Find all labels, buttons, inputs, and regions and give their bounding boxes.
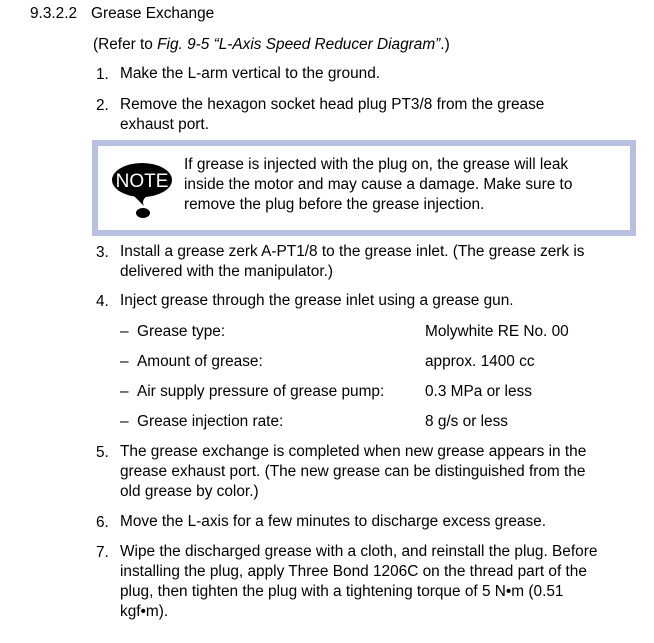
step-line: old grease by color.) — [120, 483, 259, 500]
step-line: installing the plug, apply Three Bond 1206C on the thread part of the — [120, 563, 587, 580]
step-line: Move the L-axis for a few minutes to discharge excess grease. — [120, 513, 547, 530]
step-line: kgf•m). — [120, 603, 169, 620]
section-title: Grease Exchange — [91, 5, 215, 22]
spec-value: approx. 1400 cc — [425, 353, 535, 370]
spec-value: 8 g/s or less — [425, 413, 508, 430]
note-icon-label: NOTE — [115, 171, 169, 192]
step-line: plug, then tighten the plug with a tightening torque of 5 N•m (0.51 — [120, 583, 564, 600]
step-number: 7. — [96, 544, 109, 561]
step-number: 2. — [96, 97, 109, 114]
reference-prefix: (Refer to — [93, 36, 158, 53]
step-text — [120, 542, 597, 622]
step-number: 4. — [96, 293, 109, 310]
step-line: The grease exchange is completed when new grease appears in the — [120, 443, 587, 460]
step-text — [120, 95, 544, 135]
step-number: 5. — [96, 444, 109, 461]
spec-dash: – — [120, 413, 129, 430]
step-line: Make the L-arm vertical to the ground. — [120, 65, 381, 82]
step-line: Remove the hexagon socket head plug PT3/8 from the grease — [120, 96, 545, 113]
step-text — [120, 442, 586, 502]
note-text — [184, 155, 624, 215]
reference-suffix: .) — [440, 36, 450, 53]
note-line: inside the motor and may cause a damage. Make sure to — [184, 176, 573, 193]
spec-dash: – — [120, 383, 129, 400]
step-number: 1. — [96, 66, 109, 83]
spec-value: 0.3 MPa or less — [425, 383, 532, 400]
spec-label: Amount of grease: — [137, 353, 263, 370]
step-text — [120, 242, 585, 282]
step-text — [120, 291, 514, 311]
note-line: remove the plug before the grease injection. — [184, 196, 485, 213]
reference-line — [93, 36, 450, 54]
spec-dash: – — [120, 323, 129, 340]
step-line: Install a grease zerk A-PT1/8 to the grease inlet. (The grease zerk is — [120, 243, 585, 260]
spec-dash: – — [120, 353, 129, 370]
note-box — [92, 140, 636, 236]
reference-figure: Fig. 9-5 “L-Axis Speed Reducer Diagram” — [157, 36, 441, 53]
step-text — [120, 64, 380, 84]
step-line: Wipe the discharged grease with a cloth, and reinstall the plug. Before — [120, 543, 598, 560]
spec-label: Grease type: — [137, 323, 226, 340]
spec-value: Molywhite RE No. 00 — [425, 323, 569, 340]
step-line: exhaust port. — [120, 116, 209, 133]
step-line: Inject grease through the grease inlet using a grease gun. — [120, 292, 514, 309]
spec-label: Grease injection rate: — [137, 413, 284, 430]
section-number: 9.3.2.2 — [30, 5, 78, 22]
step-text — [120, 512, 546, 532]
step-number: 3. — [96, 244, 109, 261]
note-line: If grease is injected with the plug on, the grease will leak — [184, 156, 569, 173]
step-line: grease exhaust port. (The new grease can be distinguished from the — [120, 463, 586, 480]
spec-label: Air supply pressure of grease pump: — [137, 383, 385, 400]
step-number: 6. — [96, 514, 109, 531]
step-line: delivered with the manipulator.) — [120, 263, 334, 280]
note-icon — [110, 160, 174, 220]
